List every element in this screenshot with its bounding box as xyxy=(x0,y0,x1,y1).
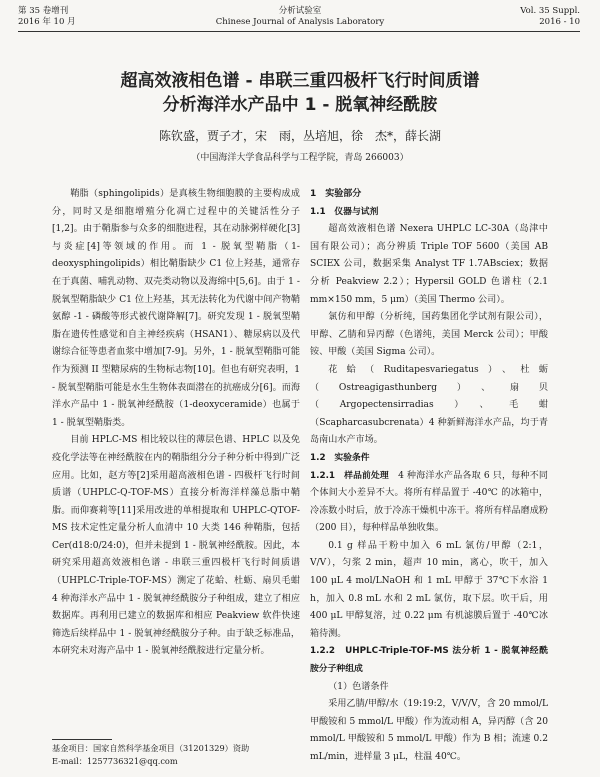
paper-title-line1: 超高效液相色谱 - 串联三重四极杆飞行时间质谱 xyxy=(120,71,480,91)
volume-issue: 第 35 卷增刊 xyxy=(18,6,69,16)
journal-vol-en-header xyxy=(520,6,580,28)
journal-name-en: Chinese Journal of Analysis Laboratory xyxy=(215,17,385,27)
paper-title-line2: 分析海洋水产品中 1 - 脱氧神经酰胺 xyxy=(162,95,438,115)
left-column xyxy=(52,186,300,661)
pretreatment-text: 4 种海洋水产品各取 6 只，每种不同个体间大小差异不大。将所有样品置于 -40℃ 的冰箱中，冷冻数小时后，放于冷冻干燥机中冻干。将所有样品磨成粉（200 目），每种样品单独收集。 xyxy=(310,470,548,534)
samples-paragraph: 花蛤（Ruditapesvariegatus）、杜蛎（Ostreagigasthunberg）、扇贝（Argopectensirradias）、毛蚶（Scapharcasubcrenata）4 种新鲜海洋水产品，均于青岛南山水产市场。 xyxy=(310,364,548,446)
subsection-heading-instruments: 1.1 仪器与试剂 xyxy=(310,206,379,217)
pretreatment-paragraph xyxy=(310,468,548,538)
header-rule xyxy=(18,31,580,32)
chromatography-paragraph: 采用乙腈/甲醇/水（19:19:2，V/V/V，含 20 mmol/L 甲酸铵和 5 mmol/L 甲酸）作为流动相 A，异丙醇（含 20 mmol/L 甲酸铵和 5 mmol/L 甲酸）作为 B 相；流速 0.2 mL/min，进样量 3 μL，柱温 40℃。 xyxy=(310,699,548,762)
intro-paragraph-1: 鞘脂（sphingolipids）是真核生物细胞膜的主要构成成分，同时又是细胞增殖分化凋亡过程中的关键活性分子[1,2]。由于鞘脂参与众多的细胞进程，其在动脉粥样硬化[3]与炎症[4]等领域的作用。而 1 - 脱氧型鞘脂（1-deoxysphingolipids）相比鞘脂缺少 C1 位上羟基，通常存在于真菌、哺乳动物、双壳类动物以及海绵中[5,6]。由于 1 - 脱氧型鞘脂缺少 C1 位上羟基，其无法转化为代谢中间产物鞘氨醇 -1 - 磷酸等形式被代谢降解[7]。研究发现 1 - 脱氧型鞘脂在遗传性感觉和自主神经疾病（HSAN1）、糖尿病以及代谢综合征等患者血浆中增加[7-9]。另外，1 - 脱氧型鞘脂可能作为预测 II 型糖尿病的生物标志物[10]。但也有研究表明，1 - 脱氧型鞘脂可能是水生生物体表面潜在的抗癌成分[6]。而海洋水产品中 1 - 脱氧神经酰胺（1-deoxyceramide）也属于 1 - 脱氧型鞘脂类。 xyxy=(52,189,300,428)
right-column xyxy=(310,186,548,767)
instruments-paragraph: 超高效液相色谱 Nexera UHPLC LC-30A（岛津中国有限公司）；高分辨质 Triple TOF 5600（美国 AB SCIEX 公司，数据采集 Analyst TF 1.7ABsciex；数据分析 Peakview 2.2）；Hypersil GOLD 色谱柱（2.1 mm×150 mm，5 μm）（美国 Thermo 公司）。 xyxy=(310,224,548,305)
funding-footnote: 基金项目：国家自然科学基金项目（31201329）资助 xyxy=(52,743,250,753)
intro-paragraph-2: 目前 HPLC-MS 相比较以往的薄层色谱、HPLC 以及免疫化学法等在神经酰胺在内的鞘脂组分分子种分析中得到广泛应用。比如，赵方等[2]采用超高液相色谱 - 四极杆飞行时间质谱（UHPLC-Q-TOF-MS）直接分析海洋样藻总脂中鞘脂。而仰赛莉等[11]采用改进的单相提取和 UHPLC-QTOF-MS 技术定性定量分析人血清中 10 大类 146 种鞘脂，包括 Cer(d18:0/24:0)，但并未提到 1 - 脱氧神经酰胺。因此，本研究采用超高效液相色谱 - 串联三重四极杆飞行时间质谱（UHPLC-Triple-TOF-MS）测定了花蛤、杜蛎、扇贝毛蚶 4 种海洋水产品中 1 - 脱氧神经酰胺分子种组成，建立了相应数据库。再利用已建立的数据库和相应 Peakview 软件快速筛选后续样品中 1 - 脱氧神经酰胺分子种。由于缺乏标准品，本研究未对海产品中 1 - 脱氧神经酰胺进行定量分析。 xyxy=(52,435,300,657)
affiliation: （中国海洋大学食品科学与工程学院，青岛 266003） xyxy=(191,153,409,163)
journal-name-header xyxy=(0,6,600,28)
volume-en: Vol. 35 Suppl. xyxy=(520,6,580,16)
author-list: 陈钦盛，贾子才，宋 雨，丛培旭，徐 杰*，薛长湖 xyxy=(158,129,441,143)
chromatography-subheading: （1）色谱条件 xyxy=(328,681,389,692)
email-footnote: E-mail：1257736321@qq.com xyxy=(52,756,178,766)
issue-date: 2016 年 10 月 xyxy=(18,17,76,27)
uhplc-method-heading: 1.2.2 UHPLC-Triple-TOF-MS 法分析 1 - 脱氧神经酰胺分子种组成 xyxy=(310,646,548,675)
subsection-heading-conditions: 1.2 实验条件 xyxy=(310,452,370,463)
footnote-rule xyxy=(52,739,112,740)
extraction-paragraph: 0.1 g 样品干粉中加入 6 mL 氯仿/甲醇（2:1，V/V），匀浆 2 min，超声 10 min，离心，吹干，加入 100 μL 4 mol/LNaOH 和 1 mL 甲醇于 37℃下水浴 1 h，加入 0.8 mL 水和 2 mL 氯仿，取下层。吹干后，用 400 μL 甲醇复溶，过 0.22 μm 有机滤膜后置于 -40℃冰箱待测。 xyxy=(310,540,548,639)
pretreatment-heading: 1.2.1 样品前处理 xyxy=(310,470,389,481)
section-heading-experimental: 1 实验部分 xyxy=(310,189,362,199)
issue-date-en: 2016 - 10 xyxy=(539,17,580,27)
journal-name-cn: 分析试验室 xyxy=(278,6,322,16)
reagents-paragraph: 氯仿和甲醇（分析纯，国药集团化学试剂有限公司），甲醇、乙腈和异丙醇（色谱纯，美国 Merck 公司）；甲酸铵、甲酸（美国 Sigma 公司）。 xyxy=(310,312,548,358)
